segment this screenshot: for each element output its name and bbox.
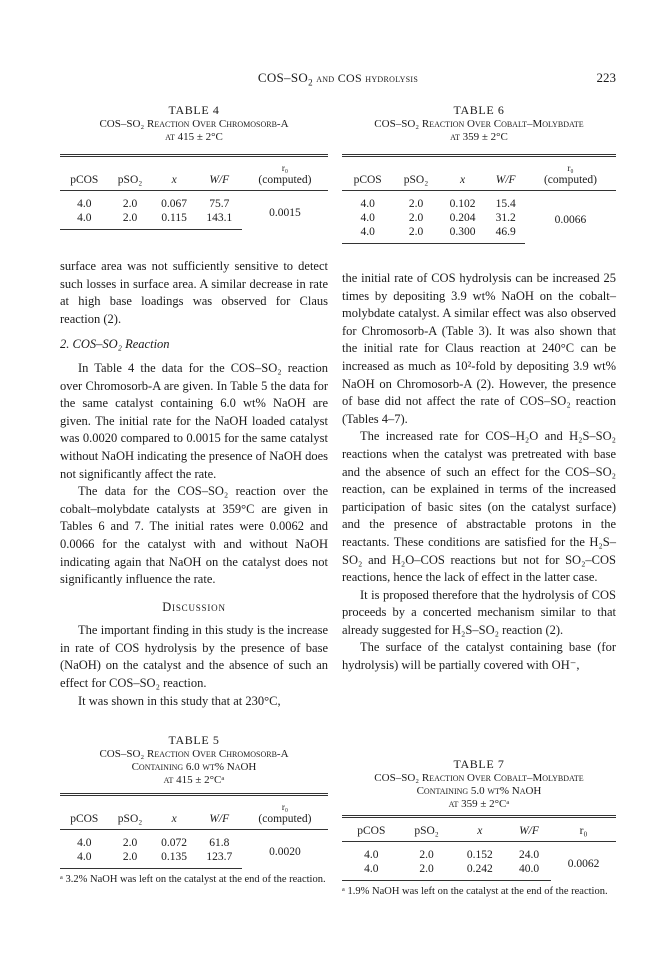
table-5-header: pSO₂: [109, 812, 152, 830]
table-6-condition: at 359 ± 2°C: [450, 131, 508, 143]
table-5-header: x: [152, 812, 197, 830]
table-cell: 15.4: [495, 198, 516, 210]
table-6-r0-label: r₀: [567, 163, 574, 173]
table-cell: 0.204: [449, 212, 476, 224]
page-number: 223: [596, 70, 616, 85]
table-7-number: TABLE 7: [453, 757, 505, 771]
right-paragraph-3: It is proposed therefore that the hydrolysis of COS proceeds by a concerted mechanism similar to that already suggested for H₂S–SO₂ reaction (2).: [342, 587, 616, 637]
table-5-number: TABLE 5: [168, 733, 220, 747]
table-7-r0-value: 0.0062: [567, 858, 600, 871]
table-6-header: (computed): [525, 173, 616, 191]
table-cell: 0.300: [439, 225, 487, 244]
table-6-r0-value: 0.0066: [554, 214, 587, 227]
table-6-header: pCOS: [342, 173, 393, 191]
table-cell: 31.2: [495, 212, 516, 224]
table-4: [60, 103, 328, 230]
table-cell: 0.242: [453, 862, 507, 881]
table-cell: 2.0: [109, 211, 152, 230]
table-row: [342, 191, 616, 212]
table-6-header: W/F: [486, 173, 525, 191]
table-5: [60, 733, 328, 887]
table-cell: 4.0: [77, 198, 92, 210]
table-cell: 40.0: [507, 862, 551, 881]
table-cell: 24.0: [518, 849, 540, 861]
table-7-header: r₀: [551, 824, 616, 842]
table-7-caption-1: COS–SO₂ Reaction Over Cobalt–Molybdate: [374, 772, 584, 784]
table-row: [60, 191, 328, 212]
table-cell: 0.067: [161, 198, 188, 210]
table-6-header: pSO₂: [393, 173, 438, 191]
table-cell: 75.7: [209, 198, 230, 210]
table-7-condition: at 359 ± 2°Cᵃ: [448, 798, 510, 810]
left-column: [60, 258, 328, 710]
table-cell: 0.102: [449, 198, 476, 210]
table-5-header: (computed): [242, 812, 328, 830]
table-6: [342, 103, 616, 244]
section-heading-cos-so2: 2. COS–SO₂ Reaction: [60, 337, 170, 352]
table-cell: 143.1: [197, 211, 242, 230]
table-cell: 2.0: [393, 225, 438, 244]
table-5-header: W/F: [197, 812, 242, 830]
table-4-header: (computed): [242, 173, 328, 191]
table-cell: 46.9: [486, 225, 525, 244]
running-title-rest: and COS hydrolysis: [312, 71, 419, 85]
table-7-header: x: [453, 824, 507, 842]
left-paragraph-5: It was shown in this study that at 230°C,: [78, 693, 281, 708]
table-7-header: pCOS: [342, 824, 401, 842]
table-row: [342, 842, 616, 863]
table-cell: 4.0: [360, 198, 375, 210]
table-cell: 2.0: [408, 212, 424, 224]
left-paragraph-4: The important finding in this study is the increase in rate of COS hydrolysis by the presence of base (NaOH) on the catalyst and the absence of such an effect for COS–SO₂ reaction.: [60, 623, 328, 691]
table-6-caption: COS–SO₂ Reaction Over Cobalt–Molybdate: [374, 118, 584, 130]
right-paragraph-2: The increased rate for COS–H₂O and H₂S–SO₂ reactions when the catalyst was pretreated with base and the absence of such an effect for the COS–SO₂ reaction, can be explained in terms of the increased participation of basic sites (on the catalyst surface) and the presence of abstractable protons in the reactants. These conditions are satisfied for the H₂S–SO₂ and H₂O–COS reactions but not for SO₂–COS reactions, hence the lack of effect in the latter case.: [342, 429, 616, 585]
table-4-header: W/F: [197, 173, 242, 191]
running-title: [60, 70, 616, 88]
table-cell: 123.7: [197, 850, 242, 869]
table-4-r0-label: r₀: [281, 163, 288, 173]
table-cell: 4.0: [77, 837, 92, 849]
table-cell: 2.0: [401, 862, 453, 881]
table-cell: 4.0: [60, 211, 109, 230]
right-paragraph-4: The surface of the catalyst containing base (for hydrolysis) will be partially covered with OH⁻,: [342, 640, 616, 673]
table-cell: 4.0: [360, 212, 375, 224]
table-cell: 2.0: [122, 837, 138, 849]
left-paragraph-1: surface area was not sufficiently sensitive to detect such losses in surface area. A similar decrease in rate at high base loadings was observed for Claus reaction (2).: [60, 259, 328, 326]
running-title-main: COS–SO: [257, 70, 309, 85]
table-cell: 4.0: [364, 849, 379, 861]
table-5-r0-label: r₀: [281, 802, 288, 812]
table-cell: 4.0: [60, 850, 109, 869]
table-4-condition: at 415 ± 2°C: [165, 131, 223, 143]
table-5-caption-1: COS–SO₂ Reaction Over Chromosorb-A: [99, 748, 289, 760]
table-7-header: W/F: [507, 824, 551, 842]
table-row: [60, 830, 328, 851]
table-5-footnote: ᵃ 3.2% NaOH was left on the catalyst at the end of the reaction.: [60, 874, 326, 885]
section-heading-discussion: Discussion: [162, 599, 226, 614]
table-5-grid: [60, 793, 328, 869]
table-7-footnote: ᵃ 1.9% NaOH was left on the catalyst at the end of the reaction.: [342, 886, 608, 897]
table-7-grid: [342, 815, 616, 881]
right-paragraph-1: the initial rate of COS hydrolysis can be increased 25 times by depositing 3.9 wt% NaOH on the cobalt–molybdate catalyst. A similar effect was also observed for Chromosorb-A (Table 3). It was also shown that the initial rate for Claus reaction at 240°C can be increased as much as 10²-fold by depositing 3.9 wt% NaOH on Chromosorb-A (2). However, the presence of base did not affect the rate of COS–SO₂ reaction (Tables 4–7).: [342, 271, 616, 426]
right-column: [342, 270, 616, 675]
table-4-number: TABLE 4: [168, 103, 220, 117]
table-4-header: pCOS: [60, 173, 109, 191]
table-cell: 2.0: [122, 198, 138, 210]
table-4-grid: [60, 154, 328, 230]
table-6-number: TABLE 6: [453, 103, 505, 117]
table-6-header: x: [439, 173, 487, 191]
table-4-header: pSO₂: [109, 173, 152, 191]
left-paragraph-2: In Table 4 the data for the COS–SO₂ reaction over Chromosorb-A are given. In Table 5 the data for the same catalyst containing 6.0 wt% NaOH are given. The initial rate for the NaOH loaded catalyst was 0.0020 compared to 0.0015 for the same catalyst without NaOH indicating the presence of NaOH does not significantly affect the rate.: [60, 360, 328, 481]
table-7-caption-2: Containing 5.0 wt% NaOH: [416, 785, 542, 797]
table-cell: 0.072: [161, 837, 188, 849]
page-header: [60, 70, 616, 88]
table-5-condition: at 415 ± 2°Cᵃ: [163, 774, 225, 786]
table-cell: 61.8: [209, 837, 230, 849]
table-4-r0-value: 0.0015: [269, 207, 301, 220]
table-cell: 0.115: [152, 211, 197, 230]
table-cell: 0.152: [466, 849, 493, 861]
table-4-header: x: [152, 173, 197, 191]
left-paragraph-3: The data for the COS–SO₂ reaction over the cobalt–molybdate catalysts at 359°C are given in Tables 6 and 7. The initial rates were 0.0062 and 0.0066 for the catalyst with and without NaOH indicating again that NaOH on the catalyst does not significantly influence the rate.: [60, 484, 328, 587]
table-cell: 4.0: [342, 225, 393, 244]
table-7-header: pSO₂: [401, 824, 453, 842]
table-cell: 2.0: [408, 198, 424, 210]
table-5-r0-value: 0.0020: [269, 846, 301, 859]
table-4-caption: COS–SO₂ Reaction Over Chromosorb-A: [99, 118, 289, 130]
table-5-header: pCOS: [60, 812, 109, 830]
table-6-grid: [342, 154, 616, 244]
table-cell: 0.135: [152, 850, 197, 869]
table-cell: 4.0: [342, 862, 401, 881]
table-cell: 2.0: [109, 850, 152, 869]
table-7: [342, 757, 616, 899]
table-cell: 2.0: [419, 849, 434, 861]
running-title-subscript: 2: [308, 77, 313, 88]
table-5-caption-2: Containing 6.0 wt% NaOH: [131, 761, 257, 773]
